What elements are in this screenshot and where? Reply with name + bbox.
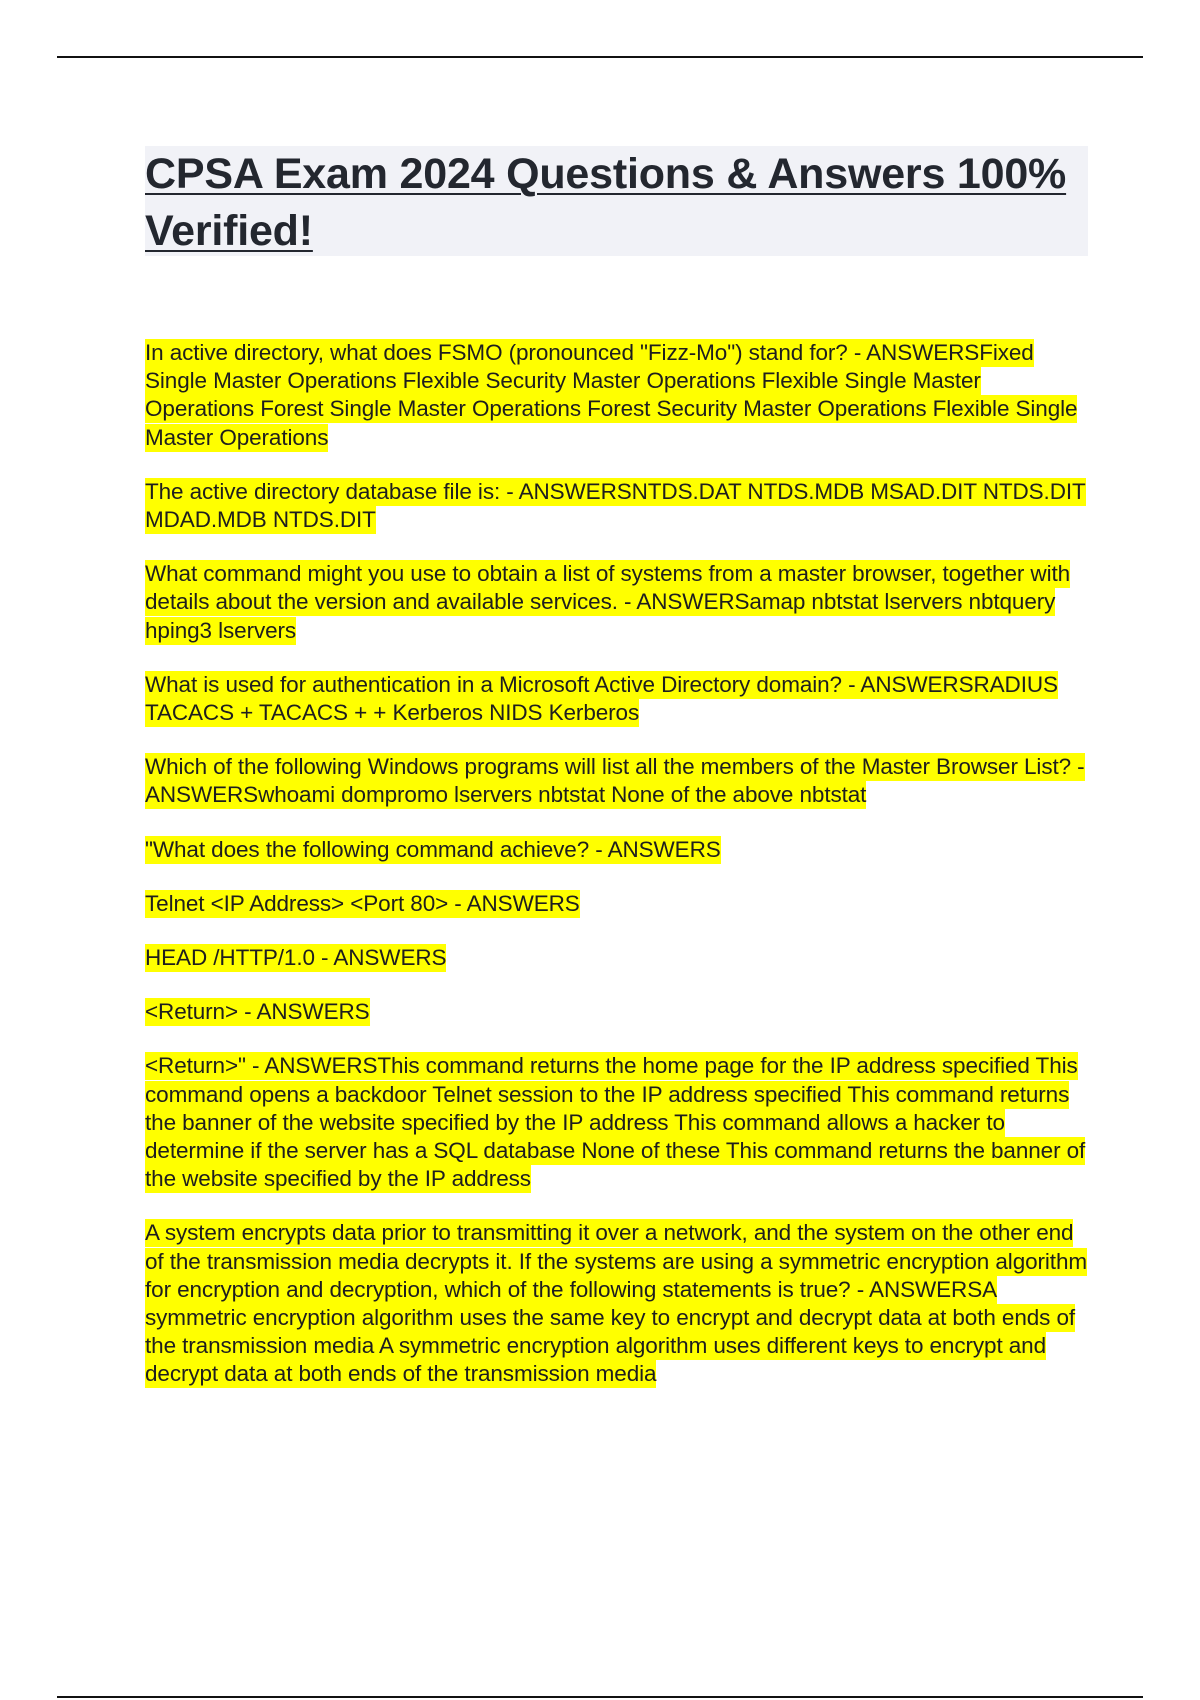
qa-item (145, 478, 1090, 534)
document-title: CPSA Exam 2024 Questions & Answers 100% Verified! (145, 150, 1067, 255)
qa-text: Telnet <IP Address> <Port 80> - ANSWERS (145, 890, 580, 916)
qa-item (145, 890, 1090, 918)
qa-item (145, 944, 1090, 972)
qa-text: HEAD /HTTP/1.0 - ANSWERS (145, 945, 447, 971)
qa-item (145, 560, 1090, 645)
qa-text: The active directory database file is: - ANSWERSNTDS.DAT NTDS.MDB MSAD.DIT NTDS.DIT MDAD.MDB NTDS.DIT (145, 478, 1086, 533)
qa-text: <Return> - ANSWERS (145, 999, 370, 1025)
qa-text: <Return>" - ANSWERSThis command returns the home page for the IP address specified This command opens a backdoor Telnet session to the IP address specified This command returns the banner of the website specified by the IP address This command allows a hacker to determine if the server has a SQL database None of these This command returns the banner of the website specified by the IP address (145, 1053, 1086, 1192)
qa-text: A system encrypts data prior to transmitting it over a network, and the system on the other end of the transmission media decrypts it. If the systems are using a symmetric encryption algorithm for encryption and decryption, which of the following statements is true? - ANSWERSA symmetric encryption algorithm uses the same key to encrypt and decrypt data at both ends of the transmission media A symmetric encryption algorithm uses different keys to encrypt and decrypt data at both ends of the transmission media (145, 1220, 1088, 1387)
bottom-rule (57, 1696, 1143, 1698)
qa-text: "What does the following command achieve? - ANSWERS (145, 836, 721, 862)
qa-item (145, 339, 1090, 452)
qa-text: What is used for authentication in a Microsoft Active Directory domain? - ANSWERSRADIUS TACACS + TACACS + + Kerberos NIDS Kerberos (145, 671, 1058, 726)
qa-text: In active directory, what does FSMO (pronounced "Fizz-Mo") stand for? - ANSWERSFixed Single Master Operations Flexible Security Master Operations Flexible Single Master Operations Forest Single Master Operations Forest Security Master Operations Flexible Single Master Operations (145, 340, 1078, 450)
qa-text: Which of the following Windows programs will list all the members of the Master Browser List? - ANSWERSwhoami dompromo lservers nbtstat None of the above nbtstat (145, 754, 1085, 808)
qa-item (145, 753, 1090, 809)
qa-item (145, 836, 1090, 864)
qa-item (145, 1219, 1090, 1388)
qa-list (145, 339, 1090, 1415)
qa-item (145, 671, 1090, 727)
qa-item (145, 998, 1090, 1026)
qa-text: What command might you use to obtain a list of systems from a master browser, together with details about the version and available services. - ANSWERSamap nbtstat lservers nbtquery hping3 lservers (145, 561, 1071, 643)
top-rule (57, 56, 1143, 58)
title-block (145, 146, 1088, 256)
qa-item (145, 1052, 1090, 1193)
